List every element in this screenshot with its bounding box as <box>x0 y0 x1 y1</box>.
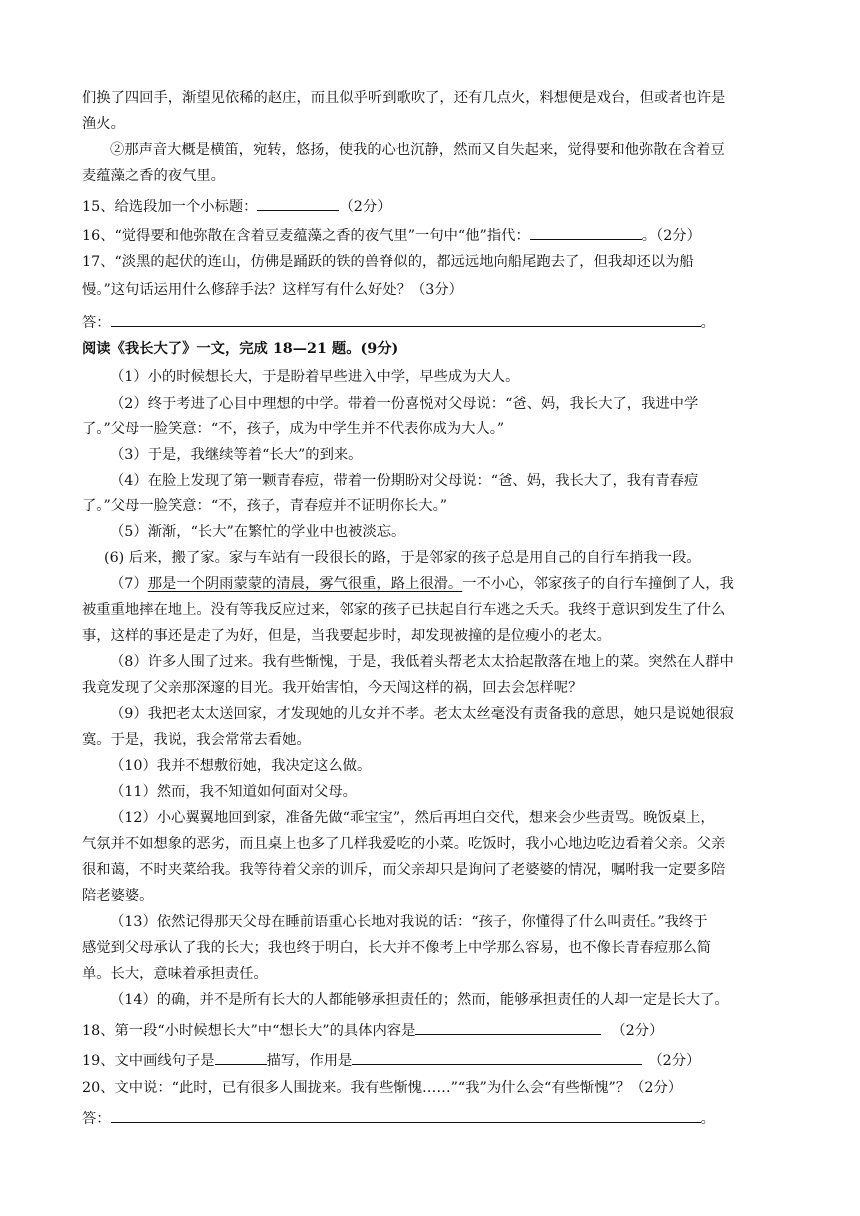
article-paragraph-9-cont: 寞。于是，我说，我会常常去看她。 <box>82 732 311 748</box>
question-16-answer-blank[interactable] <box>530 223 642 240</box>
paragraph-number: （7） <box>110 576 148 592</box>
article-paragraph-7 <box>110 574 734 594</box>
answer-end: 。 <box>700 315 715 331</box>
question-17-line: 17、“淡黑的起伏的连山，仿佛是踊跃的铁的兽脊似的，都远远地向船尾跑去了，但我却还以为船 <box>82 254 694 270</box>
question-15-text: 15、给选段加一个小标题： <box>82 199 258 215</box>
article-paragraph-12: （12）小心翼翼地回到家，准备先做“乖宝宝”，然后再坦白交代，想来会少些责骂。晚饭桌上， <box>110 810 715 826</box>
article-paragraph-2-cont: 了。”父母一脸笑意：“不，孩子，成为中学生并不代表你成为大人。” <box>82 421 505 437</box>
article-paragraph-2: （2）终于考进了心目中理想的中学。带着一份喜悦对父母说：“爸、妈，我长大了，我进中学 <box>110 396 699 412</box>
question-15-answer-blank[interactable] <box>257 194 339 211</box>
question-18-points: （2分） <box>611 1023 664 1039</box>
answer-end: 。 <box>700 1111 715 1127</box>
question-16 <box>82 223 701 246</box>
article-paragraph-8-cont: 我竟发现了父亲那深邃的目光。我开始害怕，今天闯这样的祸，回去会怎样呢？ <box>82 680 583 696</box>
article-paragraph-3: （3）于是，我继续等着“长大”的到来。 <box>110 447 363 463</box>
question-19-text-mid: 描写，作用是 <box>266 1053 353 1069</box>
prev-passage-paragraph-2: ②那声音大概是横笛，宛转，悠扬，使我的心也沉静，然而又自失起来，觉得要和他弥散在含着豆 <box>110 142 725 158</box>
article-paragraph-4: （4）在脸上发现了第一颗青春痘，带着一份期盼对父母说：“爸、妈，我长大了，我有青春痘 <box>110 473 699 489</box>
question-19-blank-type[interactable] <box>215 1048 267 1065</box>
question-15 <box>82 194 391 217</box>
article-paragraph-13-cont: 感觉到父母承认了我的长大；我也终于明白，长大并不像考上中学那么容易，也不像长青春痘那么简 <box>82 940 712 956</box>
article-paragraph-13: （13）依然记得那天父母在睡前语重心长地对我说的话：“孩子，你懂得了什么叫责任。”我终于 <box>110 914 708 930</box>
article-paragraph-5: （5）渐渐，“长大”在繁忙的学业中也被淡忘。 <box>110 524 406 540</box>
question-18-answer-blank[interactable] <box>415 1018 601 1035</box>
question-19-blank-effect[interactable] <box>352 1048 642 1065</box>
article-paragraph-1: （1）小的时候想长大，于是盼着早些进入中学，早些成为大人。 <box>110 369 520 385</box>
question-20-answer <box>82 1106 715 1129</box>
article-paragraph-9: （9）我把老太太送回家，才发现她的儿女并不孝。老太太丝毫没有责备我的意思，她只是说她很寂 <box>110 706 734 722</box>
paragraph-text: 一不小心，邻家孩子的自行车撞倒了人，我 <box>462 576 734 592</box>
question-15-points: （2分） <box>339 199 392 215</box>
answer-label: 答： <box>82 315 111 331</box>
article-paragraph-11: （11）然而，我不知道如何面对父母。 <box>110 784 357 800</box>
article-paragraph-14: （14）的确，并不是所有长大的人都能够承担责任的；然而，能够承担责任的人却一定是长大了。 <box>110 992 729 1008</box>
question-17-answer <box>82 310 715 333</box>
question-18 <box>82 1018 663 1041</box>
answer-label: 答： <box>82 1111 111 1127</box>
question-17-answer-line[interactable] <box>111 310 701 327</box>
article-paragraph-6: (6) 后来，搬了家。家与车站有一段很长的路，于是邻家的孩子总是用自己的自行车捎我一段。 <box>104 550 701 566</box>
article-paragraph-12-cont: 很和蔼，不时夹菜给我。我等待着父亲的训斥，而父亲却只是询问了老婆婆的情况，嘱咐我一定要多陪 <box>82 862 726 878</box>
prev-passage-line: 们换了四回手，渐望见依稀的赵庄，而且似乎听到歌吹了，还有几点火，料想便是戏台，但或者也许是 <box>82 90 726 106</box>
question-17-line: 慢。”这句话运用什么修辞手法？这样写有什么好处？（3分） <box>82 282 463 298</box>
article-paragraph-4-cont: 了。”父母一脸笑意：“不，孩子，青春痘并不证明你长大。” <box>82 498 448 514</box>
question-20-answer-line[interactable] <box>111 1106 701 1123</box>
question-19-text: 19、文中画线句子是 <box>82 1053 215 1069</box>
article-paragraph-8: （8）许多人围了过来。我有些惭愧，于是，我低着头帮老太太拾起散落在地上的菜。突然在人群中 <box>110 654 734 670</box>
article-paragraph-13-cont: 单。长大，意味着承担责任。 <box>82 966 268 982</box>
article-paragraph-10: （10）我并不想敷衍她，我决定这么做。 <box>110 758 372 774</box>
prev-passage-line: 渔火。 <box>82 116 125 132</box>
article-paragraph-7-cont: 事，这样的事还是走了为好，但是，当我要起步时，却发现被撞的是位瘦小的老太。 <box>82 628 611 644</box>
section-heading: 阅读《我长大了》一文，完成 18—21 题。(9分) <box>82 341 399 357</box>
article-paragraph-7-cont: 被重重地摔在地上。没有等我反应过来，邻家的孩子已扶起自行车逃之夭夭。我终于意识到发生了什么 <box>82 602 726 618</box>
question-20-line: 20、文中说：“此时，已有很多人围拢来。我有些惭愧……”“我”为什么会“有些惭愧”？（2分） <box>82 1080 683 1096</box>
prev-passage-line: 麦蕴藻之香的夜气里。 <box>82 168 225 184</box>
question-18-text: 18、第一段“小时候想长大”中“想长大”的具体内容是 <box>82 1023 416 1039</box>
question-16-points: 。（2分） <box>641 228 701 244</box>
question-19-points: （2分） <box>648 1053 701 1069</box>
question-16-text: 16、“觉得要和他弥散在含着豆麦蕴藻之香的夜气里”一句中“他”指代： <box>82 228 530 244</box>
underlined-sentence: 那是一个阴雨蒙蒙的清晨，雾气很重，路上很滑。 <box>147 576 463 592</box>
article-paragraph-12-cont: 气氛并不如想象的恶劣，而且桌上也多了几样我爱吃的小菜。吃饭时，我小心地边吃边看着父亲。父亲 <box>82 836 726 852</box>
article-paragraph-12-cont: 陪老婆婆。 <box>82 888 154 904</box>
question-19 <box>82 1048 700 1071</box>
